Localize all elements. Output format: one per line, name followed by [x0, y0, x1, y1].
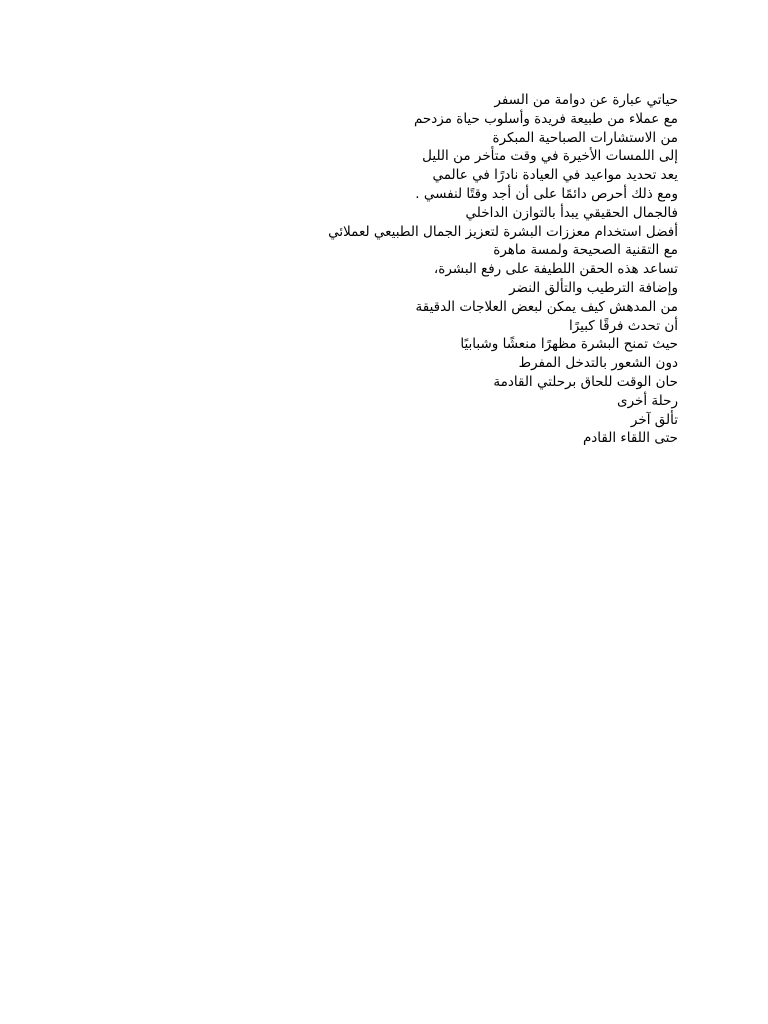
text-line: تألق آخر: [630, 411, 678, 428]
text-line: تساعد هذه الحقن اللطيفة على رفع البشرة،: [433, 261, 678, 278]
text-line: دون الشعور بالتدخل المفرط: [518, 355, 678, 372]
text-line: مع عملاء من طبيعة فريدة وأسلوب حياة مزدحم: [413, 110, 678, 127]
text-line: يعد تحديد مواعيد في العيادة نادرًا في عالمي: [432, 167, 678, 184]
text-line: أن تحدث فرقًا كبيرًا: [568, 317, 678, 334]
text-line: حياتي عبارة عن دوامة من السفر: [494, 92, 678, 108]
text-line: حيث تمنح البشرة مظهرًا منعشًا وشبابيًا: [460, 336, 678, 353]
text-line: وإضافة الترطيب والتألق النضر: [509, 279, 678, 296]
text-line: ومع ذلك أحرص دائمًا على أن أجد وقتًا لنفسي .: [415, 185, 678, 202]
text-line: أفضل استخدام معززات البشرة لتعزيز الجمال الطبيعي لعملائي: [328, 223, 678, 240]
text-line: حتى اللقاء القادم: [582, 430, 678, 447]
text-line: إلى اللمسات الأخيرة في وقت متأخر من الليل: [422, 148, 678, 165]
text-line: حان الوقت للحاق برحلتي القادمة: [493, 373, 678, 390]
text-line: مع التقنية الصحيحة ولمسة ماهرة: [493, 242, 678, 259]
text-line: من المدهش كيف يمكن لبعض العلاجات الدقيقة: [415, 298, 678, 315]
text-line: من الاستشارات الصباحية المبكرة: [492, 129, 678, 146]
poem-text-block: [78, 91, 678, 448]
text-line: رحلة أخرى: [617, 392, 678, 409]
text-line: فالجمال الحقيقي يبدأ بالتوازن الداخلي: [465, 204, 678, 221]
